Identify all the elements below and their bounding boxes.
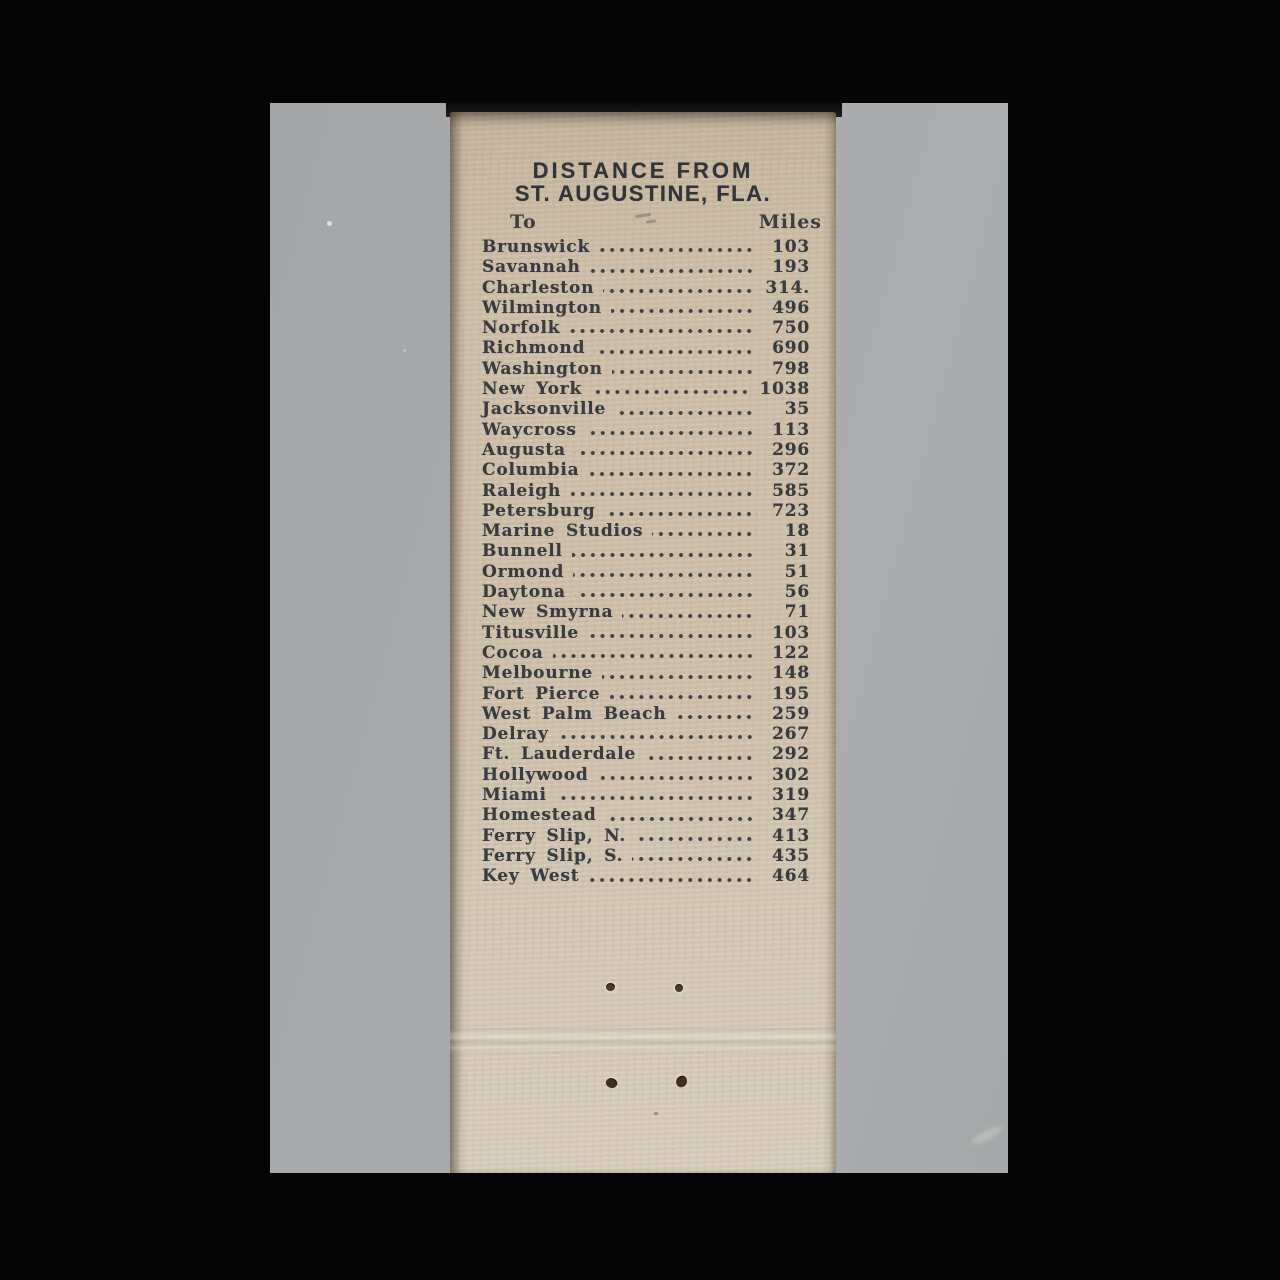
dot-leader [570,491,757,497]
table-row [482,826,810,846]
dot-leader [598,775,757,781]
dot-leader [572,552,757,558]
table-row [482,460,810,480]
city-name: Hollywood [482,764,589,785]
dot-leader [573,572,757,578]
miles-value: 103 [772,237,810,257]
miles-value: 302 [772,764,810,785]
dot-leader [575,450,757,456]
table-row [482,643,810,663]
table-row [482,582,810,602]
card-title-line2: ST. AUGUSTINE, FLA. [514,181,772,206]
city-name: Miami [482,785,547,806]
dot-leader [556,795,757,801]
column-header-miles: Miles [758,211,822,233]
dot-leader [590,268,757,274]
miles-value: 413 [772,825,810,846]
city-name: Daytona [482,582,566,603]
city-name: Charleston [482,277,595,298]
dot-leader [615,410,757,416]
city-name: Savannah [482,257,581,278]
scan-background [270,103,1008,1173]
city-name: Jacksonville [482,399,607,420]
dot-leader [586,430,757,436]
dust-speck [327,221,332,226]
paper-fleck [654,1112,658,1115]
miles-value: 347 [772,805,810,826]
column-header-to: To [510,211,537,233]
dot-leader [575,592,757,598]
scan-smudge [970,1123,1004,1146]
table-row [482,501,810,521]
dot-leader [553,653,757,659]
table-row [482,724,810,744]
table-row [482,562,810,582]
miles-value: 496 [772,297,810,318]
dot-leader [594,349,757,355]
dot-leader [558,734,757,740]
table-row [482,399,810,419]
dot-leader [602,674,757,680]
miles-value: 31 [784,541,810,562]
table-row [482,237,810,257]
miles-value: 292 [772,744,810,765]
city-name: Marine Studios [482,521,644,542]
miles-value: 435 [772,845,810,866]
miles-value: 148 [772,663,810,684]
table-row [482,278,810,298]
dot-leader [635,836,757,842]
city-name: Raleigh [482,480,562,501]
dot-leader [612,369,757,375]
miles-value: 314. [765,277,810,298]
table-row [482,338,810,358]
table-row [482,257,810,277]
table-row [482,846,810,866]
table-row [482,379,810,399]
table-row [482,765,810,785]
table-row [482,359,810,379]
miles-value: 71 [784,602,810,623]
table-row [482,663,810,683]
dot-leader [591,389,752,395]
table-row [482,541,810,561]
city-name: Waycross [482,419,577,440]
table-row [482,785,810,805]
table-row [482,866,810,886]
miles-value: 122 [772,642,810,663]
dot-leader [588,633,757,639]
dot-leader [675,714,757,720]
table-row [482,744,810,764]
miles-value: 750 [772,318,810,339]
distance-table [482,237,810,887]
city-name: New Smyrna [482,602,614,623]
city-name: New York [482,379,583,400]
dot-leader [588,471,757,477]
miles-value: 372 [772,460,810,481]
city-name: Brunswick [482,237,591,257]
dot-leader [622,613,757,619]
city-name: Fort Pierce [482,683,601,704]
table-row [482,318,810,338]
miles-value: 319 [772,785,810,806]
dot-leader [652,531,757,537]
dot-leader [569,328,757,334]
miles-value: 798 [772,358,810,379]
dot-leader [606,816,757,822]
miles-value: 56 [784,582,810,603]
miles-value: 464 [772,866,810,887]
miles-value: 267 [772,724,810,745]
miles-value: 690 [772,338,810,359]
dot-leader [588,877,757,883]
table-row [482,602,810,622]
city-name: Homestead [482,805,597,826]
city-name: Richmond [482,338,586,359]
city-name: Titusville [482,622,579,643]
dust-speck [403,349,406,352]
city-name: Norfolk [482,318,561,339]
dot-leader [611,308,757,314]
miles-value: 296 [772,439,810,460]
dot-leader [604,511,757,517]
city-name: Washington [482,358,603,379]
table-row [482,684,810,704]
city-name: Cocoa [482,642,544,663]
dot-leader [599,247,757,253]
city-name: Ferry Slip, S. [482,845,624,866]
miles-value: 1038 [759,379,810,400]
city-name: Key West [482,866,580,887]
city-name: Petersburg [482,500,596,521]
city-name: Columbia [482,460,580,481]
table-row [482,623,810,643]
miles-value: 18 [784,521,810,542]
city-name: Ormond [482,561,565,582]
miles-value: 193 [772,257,810,278]
printed-area [450,112,836,1173]
dot-leader [603,288,757,294]
city-name: Ft. Lauderdale [482,744,637,765]
dot-leader [632,856,757,862]
card-title-line1: DISTANCE FROM [532,158,754,183]
matchbook-card [450,112,836,1173]
city-name: Delray [482,724,549,745]
staple-hole [606,983,615,991]
city-name: Wilmington [482,297,602,318]
staple-hole [675,984,683,992]
table-row [482,805,810,825]
miles-value: 585 [772,480,810,501]
miles-value: 51 [784,561,810,582]
city-name: Bunnell [482,541,563,562]
miles-value: 103 [772,622,810,643]
miles-value: 35 [784,399,810,420]
table-row [482,440,810,460]
table-row [482,521,810,541]
table-row [482,298,810,318]
table-row [482,481,810,501]
fold-crease [450,1028,836,1054]
city-name: Augusta [482,439,566,460]
miles-value: 113 [772,419,810,440]
city-name: Ferry Slip, N. [482,825,627,846]
table-row [482,704,810,724]
table-header [510,212,822,233]
dot-leader [645,755,757,761]
city-name: West Palm Beach [482,703,667,724]
miles-value: 723 [772,500,810,521]
miles-value: 195 [772,683,810,704]
city-name: Melbourne [482,663,594,684]
dot-leader [609,694,757,700]
miles-value: 259 [772,703,810,724]
table-row [482,420,810,440]
